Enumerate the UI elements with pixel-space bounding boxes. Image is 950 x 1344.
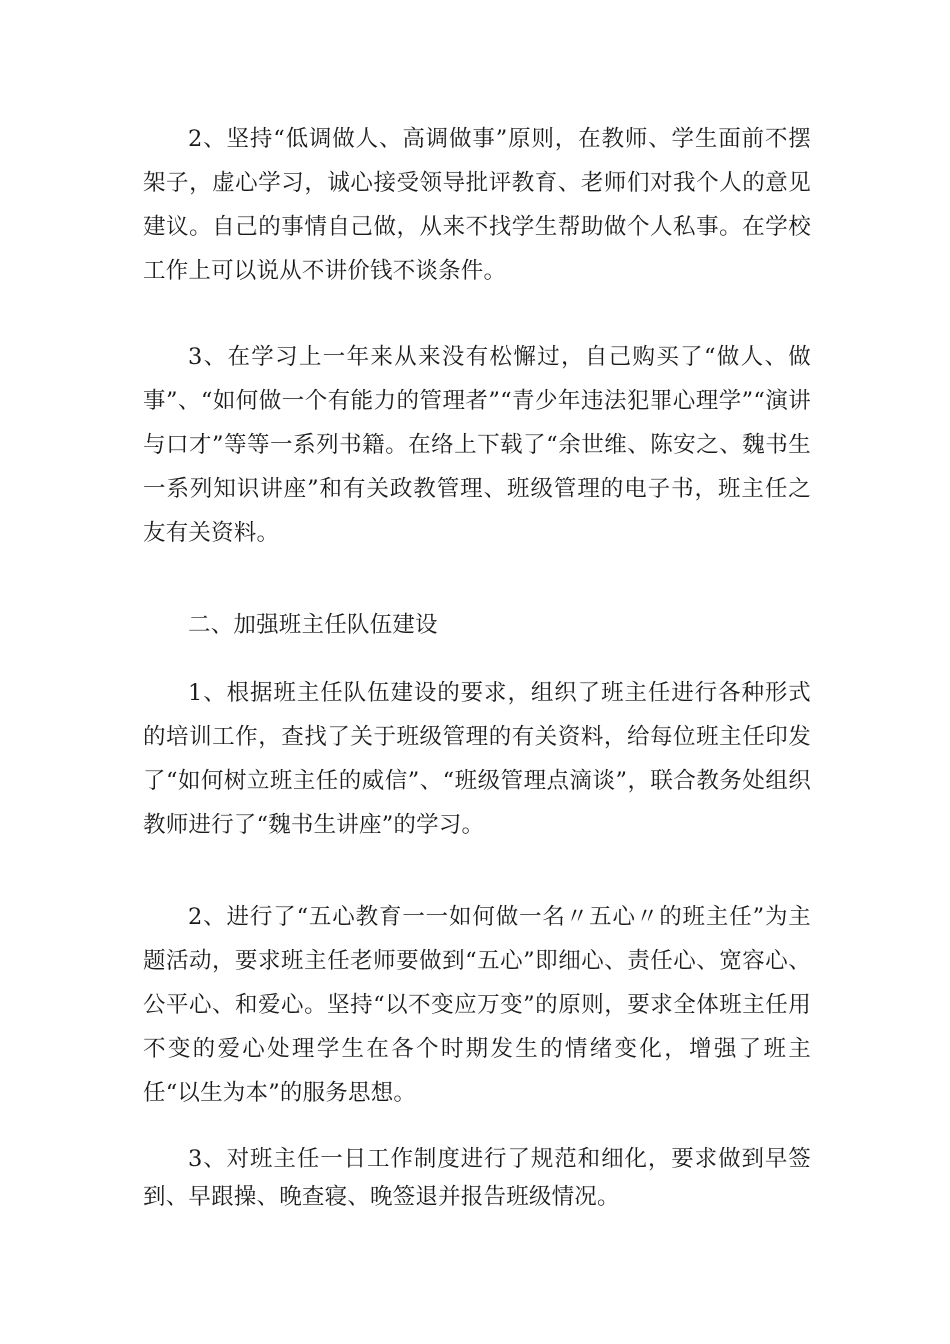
section-heading-teacher-team: 二、加强班主任队伍建设 <box>188 612 438 638</box>
paragraph-principle: 2、坚持“低调做人、高调做事”原则，在教师、学生面前不摆架子，虚心学习，诚心接受领导批评教育、老师们对我个人的意见建议。自己的事情自己做，从来不找学生帮助做个人私事。在学校工作上可以说从不讲价钱不谈条件。 <box>143 126 811 284</box>
paragraph-training: 1、根据班主任队伍建设的要求，组织了班主任进行各种形式的培训工作，查找了关于班级管理的有关资料，给每位班主任印发了“如何树立班主任的威信”、“班级管理点滴谈”，联合教务处组织教师进行了“魏书生讲座”的学习。 <box>143 680 811 838</box>
paragraph-five-hearts: 2、进行了“五心教育一一如何做一名〃五心〃的班主任”为主题活动，要求班主任老师要做到“五心”即细心、责任心、宽容心、公平心、和爱心。坚持“以不变应万变”的原则，要求全体班主任用不变的爱心处理学生在各个时期发生的情绪变化，增强了班主任“以生为本”的服务思想。 <box>143 904 811 1106</box>
paragraph-daily-system: 3、对班主任一日工作制度进行了规范和细化，要求做到早签到、早跟操、晚查寝、晚签退并报告班级情况。 <box>143 1146 811 1210</box>
paragraph-study: 3、在学习上一年来从来没有松懈过，自己购买了“做人、做事”、“如何做一个有能力的管理者”“青少年违法犯罪心理学”“演讲与口才”等等一系列书籍。在络上下载了“余世维、陈安之、魏书生一系列知识讲座”和有关政教管理、班级管理的电子书，班主任之友有关资料。 <box>143 344 811 546</box>
